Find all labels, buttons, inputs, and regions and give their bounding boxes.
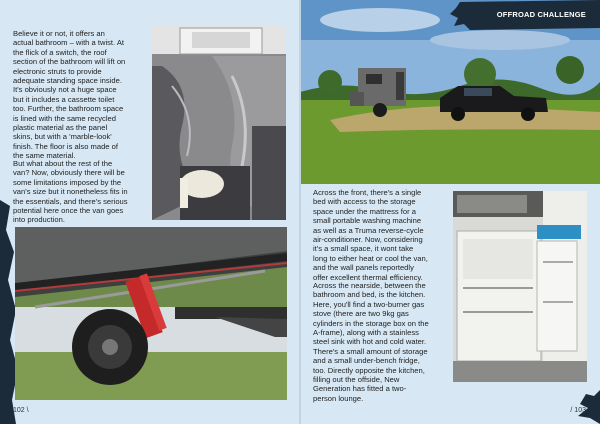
right-paragraph-2: Across the nearside, between the bathroom and bed, is the kitchen. Here, you'll find a two-burner gas stove (there are two 9kg gas cylinders in the storage box on the A-frame), along with a stainless steel sink with hot and cold water. There's a small amount of storage and a small under-bench fridge, too. Directly opposite the kitchen, filling out the offside, New Generation has fitted a two- person lounge.: [313, 281, 429, 403]
left-page-number: 102 \: [13, 407, 29, 414]
right-paragraph-1: Across the front, there's a single bed with access to the storage space under the mattress for a small portable washing machine as well as a Truma reverse-cycle air-conditioner. Now, considering it's a small space, it wont take long to either heat or cool the van, and the wall panels reportedly offer excellent thermal efficiency.: [313, 188, 428, 282]
left-paragraph-1: Believe it or not, it offers an actual bathroom – with a twist. At the flick of a switch, the roof section of the bathroom will lift on electronic struts to provide adequate standing space inside. It's obviously not a huge space but it includes a cassette toilet too. Further, the bathroom space is lined with the same recycled plastic material as the panel skins, but with a 'marble-look' finish. The floor is also made of the same material.: [13, 29, 126, 161]
left-paragraph-2: But what about the rest of the van? Now, obviously there will be some limitations imposed by the van's size but it nonetheless fits in the essentials, and there's serious potential here once the van goes into production.: [13, 159, 128, 225]
bathroom-photo: [152, 26, 286, 220]
right-page-number: / 103: [570, 407, 586, 414]
page-spine: [299, 0, 301, 424]
section-header-label: OFFROAD CHALLENGE: [496, 10, 586, 19]
right-page: [300, 0, 600, 424]
chassis-photo: [15, 227, 287, 400]
fridge-photo: [453, 191, 587, 382]
